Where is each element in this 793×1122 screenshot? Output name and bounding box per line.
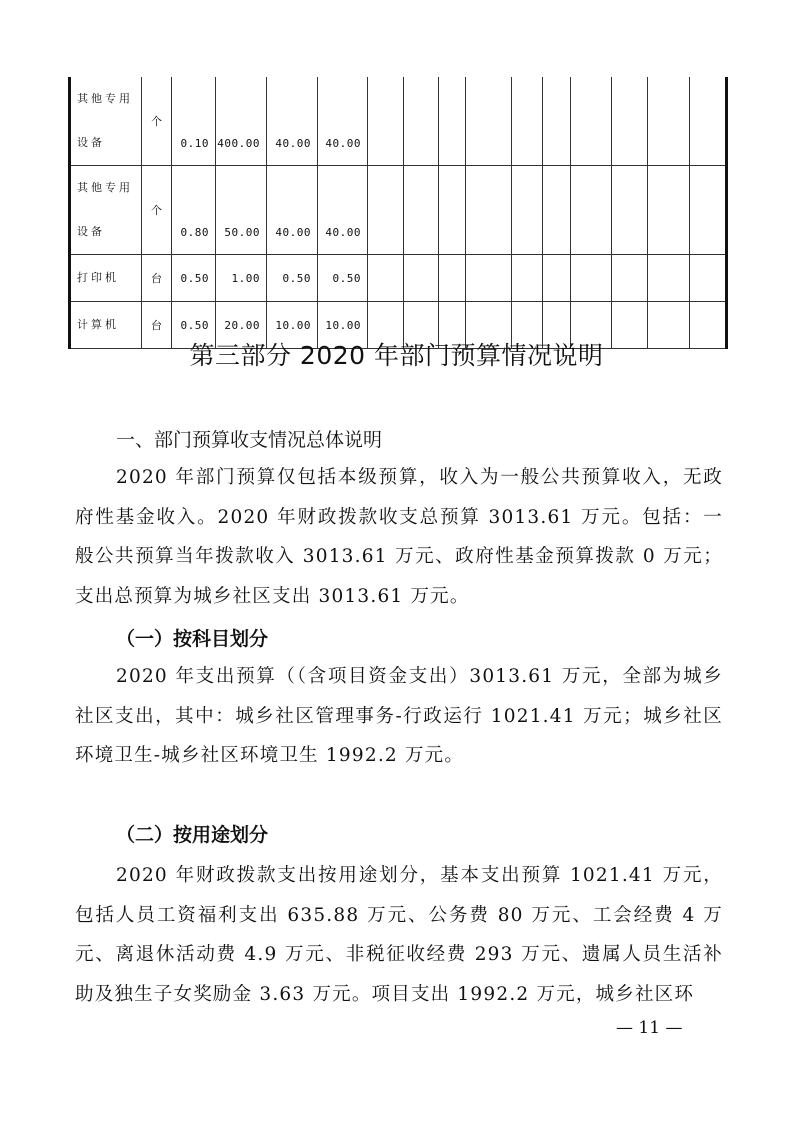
- empty-cell: [404, 77, 439, 166]
- heading-overview: 一、部门预算收支情况总体说明: [116, 429, 383, 451]
- cell-value: 10.00: [267, 302, 318, 349]
- item-name: 计算机: [70, 302, 142, 349]
- empty-cell: [466, 77, 512, 166]
- cell-value: 40.00: [267, 166, 318, 255]
- item-unit: 台: [142, 255, 172, 302]
- item-name: 其他专用 设备: [70, 166, 142, 255]
- empty-cell: [368, 255, 404, 302]
- item-name: 其他专用 设备: [70, 77, 142, 166]
- empty-cell: [512, 166, 543, 255]
- empty-cell: [648, 77, 690, 166]
- cell-value: 40.00: [318, 77, 368, 166]
- empty-cell: [571, 255, 612, 302]
- paragraph-overview: 2020 年部门预算仅包括本级预算，收入为一般公共预算收入，无政府性基金收入。2020 年财政拨款收支总预算 3013.61 万元。包括：一般公共预算当年拨款收入 3013.61 万元、政府性基金预算拨款 0 万元；支出总预算为城乡社区支出 3013.61 万元。: [75, 467, 723, 607]
- empty-cell: [543, 255, 571, 302]
- empty-cell: [404, 255, 439, 302]
- empty-cell: [439, 166, 466, 255]
- empty-cell: [439, 255, 466, 302]
- cell-value: 0.80: [172, 166, 216, 255]
- page-number: — 11 —: [616, 1018, 683, 1038]
- paragraph-by-subject: 2020 年支出预算（（含项目资金支出）3013.61 万元，全部为城乡社区支出，其中：城乡社区管理事务-行政运行 1021.41 万元；城乡社区环境卫生-城乡社区环境卫生 1992.2 万元。: [75, 666, 723, 766]
- cell-value: 0.10: [172, 77, 216, 166]
- item-name: 打印机: [70, 255, 142, 302]
- empty-cell: [368, 77, 404, 166]
- equipment-table: [68, 77, 728, 349]
- empty-cell: [648, 255, 690, 302]
- table-row: [70, 166, 727, 255]
- cell-value: 10.00: [318, 302, 368, 349]
- empty-cell: [571, 166, 612, 255]
- table-row: [70, 255, 727, 302]
- cell-value: 0.50: [318, 255, 368, 302]
- cell-value: 40.00: [318, 166, 368, 255]
- empty-cell: [543, 166, 571, 255]
- item-unit: 台: [142, 302, 172, 349]
- cell-value: 20.00: [216, 302, 267, 349]
- cell-value: 0.50: [172, 302, 216, 349]
- empty-cell: [512, 255, 543, 302]
- empty-cell: [612, 77, 648, 166]
- paragraph-by-purpose: 2020 年财政拨款支出按用途划分，基本支出预算 1021.41 万元，包括人员工资福利支出 635.88 万元、公务费 80 万元、工会经费 4 万元、离退休活动费 4.9 万元、非税征收经费 293 万元、遗属人员生活补助及独生子女奖励金 3.63 万元。项目支出 1992.2 万元，城乡社区环: [75, 865, 723, 1005]
- empty-cell: [543, 77, 571, 166]
- empty-cell: [612, 255, 648, 302]
- empty-cell: [612, 166, 648, 255]
- section-title: 第三部分 2020 年部门预算情况说明: [189, 341, 604, 370]
- subheading-by-purpose: （二）按用途划分: [116, 824, 269, 846]
- cell-value: 50.00: [216, 166, 267, 255]
- cell-value: 0.50: [172, 255, 216, 302]
- table-row: [70, 77, 727, 166]
- empty-cell: [690, 77, 727, 166]
- cell-value: 400.00: [216, 77, 267, 166]
- cell-value: 40.00: [267, 77, 318, 166]
- empty-cell: [571, 77, 612, 166]
- empty-cell: [690, 255, 727, 302]
- cell-value: 1.00: [216, 255, 267, 302]
- cell-value: 0.50: [267, 255, 318, 302]
- empty-cell: [512, 77, 543, 166]
- item-unit: 个: [142, 77, 172, 166]
- subheading-by-subject: （一）按科目划分: [116, 628, 269, 650]
- empty-cell: [466, 166, 512, 255]
- item-unit: 个: [142, 166, 172, 255]
- empty-cell: [404, 166, 439, 255]
- empty-cell: [690, 166, 727, 255]
- empty-cell: [368, 166, 404, 255]
- empty-cell: [648, 166, 690, 255]
- empty-cell: [439, 77, 466, 166]
- empty-cell: [466, 255, 512, 302]
